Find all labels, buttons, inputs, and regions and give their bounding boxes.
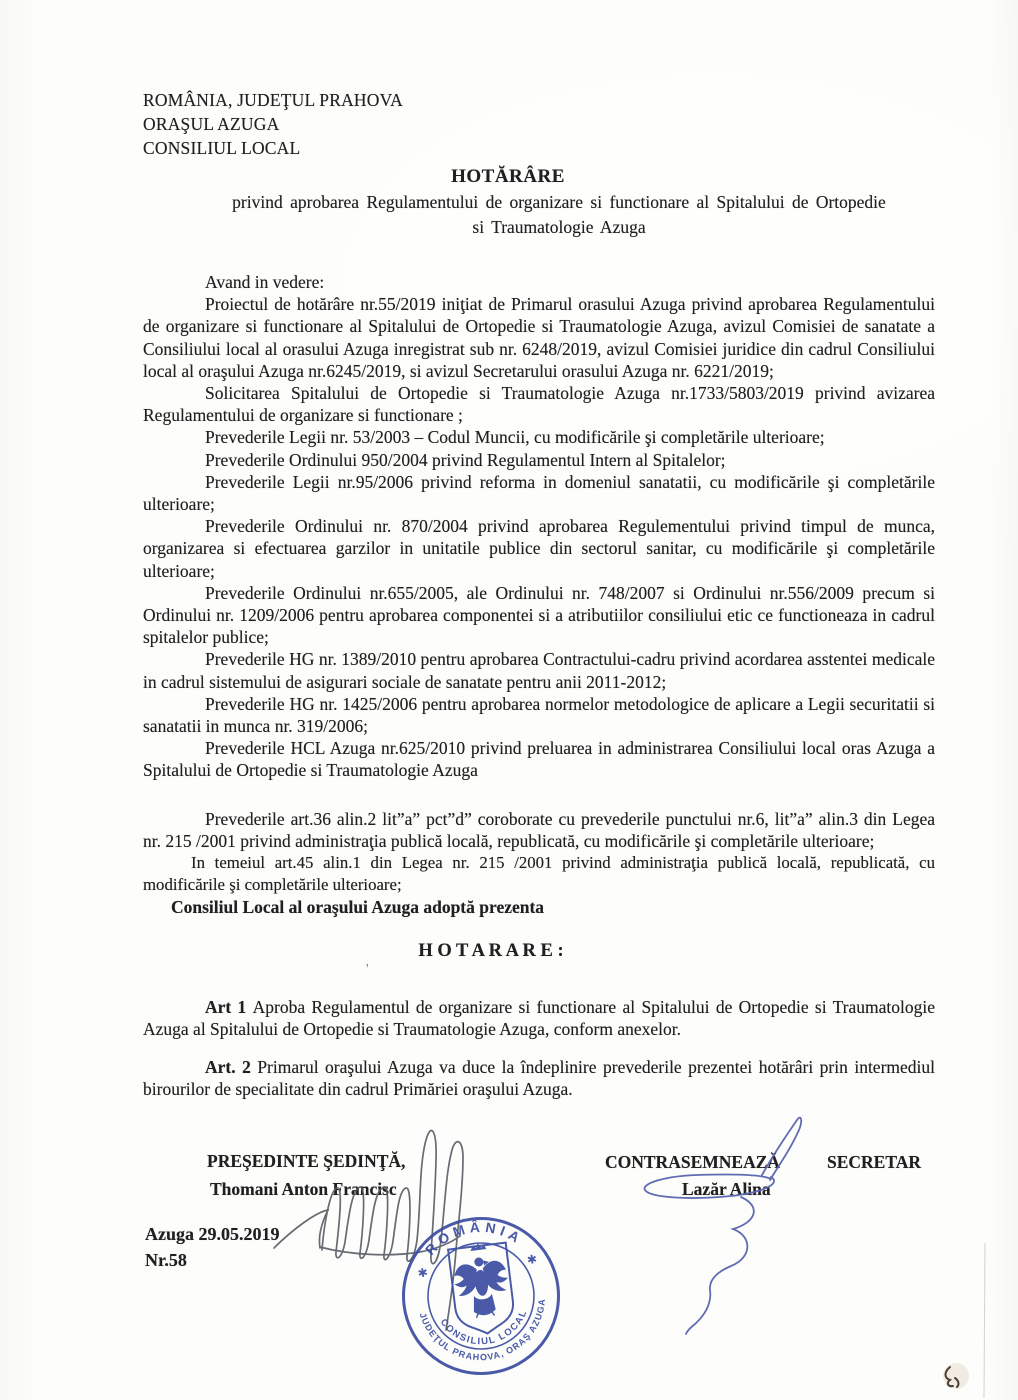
- document-subtitle-line1: privind aprobarea Regulamentului de organizare si functionare al Spitalului de Ortopedie: [232, 192, 886, 212]
- stamp-council-text: CONSILIUL LOCAL: [437, 1307, 530, 1348]
- decision-number: Nr.58: [145, 1250, 187, 1270]
- svg-text:CONSILIUL LOCAL: [437, 1307, 533, 1353]
- document-content: [143, 88, 935, 1101]
- scan-line: [984, 1243, 985, 1398]
- paragraph: Prevederile HG nr. 1425/2006 pentru aprobarea normelor metodologice de aplicare a Legii securitatii si sanatatii in munca nr. 319/2006;: [143, 693, 935, 737]
- paragraph: Proiectul de hotărâre nr.55/2019 iniţiat de Primarul orasului Azuga privind aprobarea Regulamentului de organizare si functionare al Spitalului de Ortopedie si Traumatologie Azuga, avizul Comisiei de sanatate a Consiliului local al orasului Azuga inregistrat sub nr. 6248/2019, avizul Comisiei juridice din cadrul Consiliului local al oraşului Azuga nr.6245/2019, si avizul Secretarului orasului Azuga nr. 6221/2019;: [143, 294, 935, 381]
- article-paragraph: Art 1 Aproba Regulamentul de organizare si functionare al Spitalului de Ortopedie si Traumatologie Azuga al Spitalului de Ortopedie si Traumatologie Azuga, conform anexelor.: [143, 996, 935, 1039]
- svg-text:JUDEŢUL PRAHOVA, ORAŞ AZUGA: [417, 1297, 554, 1370]
- countersign-label: CONTRASEMNEAZĂ: [605, 1152, 781, 1172]
- decision-heading: H O T A R A R E :: [418, 940, 564, 961]
- document-subtitle-line2: si Traumatologie Azuga: [472, 217, 646, 237]
- president-name: Thomani Anton Francisc: [210, 1179, 397, 1199]
- document-title: HOTĂRÂRE: [451, 166, 565, 187]
- paragraph: Prevederile Legii nr. 53/2003 – Codul Muncii, cu modificările şi completările ulterioare;: [205, 427, 825, 448]
- paragraph: In temeiul art.45 alin.1 din Legea nr. 215 /2001 privind administraţia publică locală, republicată, cu modificările şi completările ulterioare;: [143, 853, 935, 895]
- org-council-line: CONSILIUL LOCAL: [143, 138, 301, 158]
- paragraph: Solicitarea Spitalului de Ortopedie si Traumatologie Azuga nr.1733/5803/2019 privind avizarea Regulamentului de organizare si functionare ;: [143, 383, 935, 426]
- ink-smudge: [943, 1363, 969, 1389]
- paragraph: Prevederile Ordinului nr.655/2005, ale Ordinului nr. 748/2007 si Ordinului nr.556/2009 precum si Ordinului nr. 1209/2006 pentru aprobarea componentei si a atributiilor consiliului etic ce functioneaza in cadrul spitalelor publice;: [143, 582, 935, 648]
- paragraph: Prevederile Ordinului nr. 870/2004 privind aprobarea Regulementului privind timpul de munca, organizarea si efectuarea garzilor in unitatile publice din sectorul sanitar, cu modificările şi completările ulterioare;: [143, 516, 935, 581]
- stamp-county-text: JUDEŢUL PRAHOVA, ORAŞ AZUGA: [417, 1297, 548, 1363]
- place-date: Azuga 29.05.2019: [145, 1224, 280, 1244]
- secretary-name: Lazăr Alina: [682, 1179, 771, 1199]
- paragraph: Consiliul Local al oraşului Azuga adoptă prezenta: [171, 897, 545, 918]
- stray-mark: ': [366, 962, 369, 977]
- president-title: PREŞEDINTE ŞEDINŢĂ,: [207, 1151, 406, 1171]
- legal-basis-section: [143, 808, 935, 919]
- articles-section: [143, 996, 935, 1101]
- paragraph: Prevederile HG nr. 1389/2010 pentru aprobarea Contractului-cadru privind acordarea asstentei medicale in cadrul sistemului de asigurari sociale de sanatate pentru anii 2011-2012;: [143, 649, 935, 692]
- org-country-line: ROMÂNIA, JUDEŢUL PRAHOVA: [143, 90, 404, 110]
- paragraph: Prevederile Ordinului 950/2004 privind Regulamentul Intern al Spitalelor;: [205, 449, 726, 470]
- paragraph: Prevederile Legii nr.95/2006 privind reforma in domeniul sanatatii, cu modificările şi completările ulterioare;: [143, 471, 935, 515]
- org-city-line: ORAŞUL AZUGA: [143, 114, 280, 134]
- article-label: Art. 2: [205, 1057, 258, 1078]
- paragraph: Prevederile art.36 alin.2 lit”a” pct”d” coroborate cu prevederile punctului nr.6, lit”a” alin.3 din Legea nr. 215 /2001 privind administraţia publică locală, republicată, cu modificările şi completările ulterioare;: [143, 808, 935, 851]
- stamp-coat-of-arms: [448, 1240, 517, 1337]
- article-paragraph: Art. 2 Primarul oraşului Azuga va duce la îndeplinire prevederile prezentei hotărâri prin intermediul birourilor de specialitate din cadrul Primăriei oraşului Azuga.: [143, 1057, 936, 1100]
- article-label: Art 1: [205, 996, 253, 1017]
- secretary-label: SECRETAR: [827, 1152, 922, 1172]
- svg-text:ROMÂNIA: [419, 1212, 528, 1259]
- stamp-country-text: ROMÂNIA: [421, 1218, 527, 1259]
- official-stamp: [395, 1209, 568, 1383]
- secretary-signature-ink: [645, 1118, 802, 1334]
- stamp-star-left: ✱: [416, 1265, 429, 1281]
- preamble-section: [143, 271, 935, 782]
- paragraph: Prevederile HCL Azuga nr.625/2010 privind preluarea in administrarea Consiliului local oras Azuga a Spitalului de Ortopedie si Traumatologie Azuga: [143, 738, 935, 781]
- paragraph: Avand in vedere:: [205, 272, 325, 292]
- stamp-star-right: ✱: [526, 1251, 538, 1268]
